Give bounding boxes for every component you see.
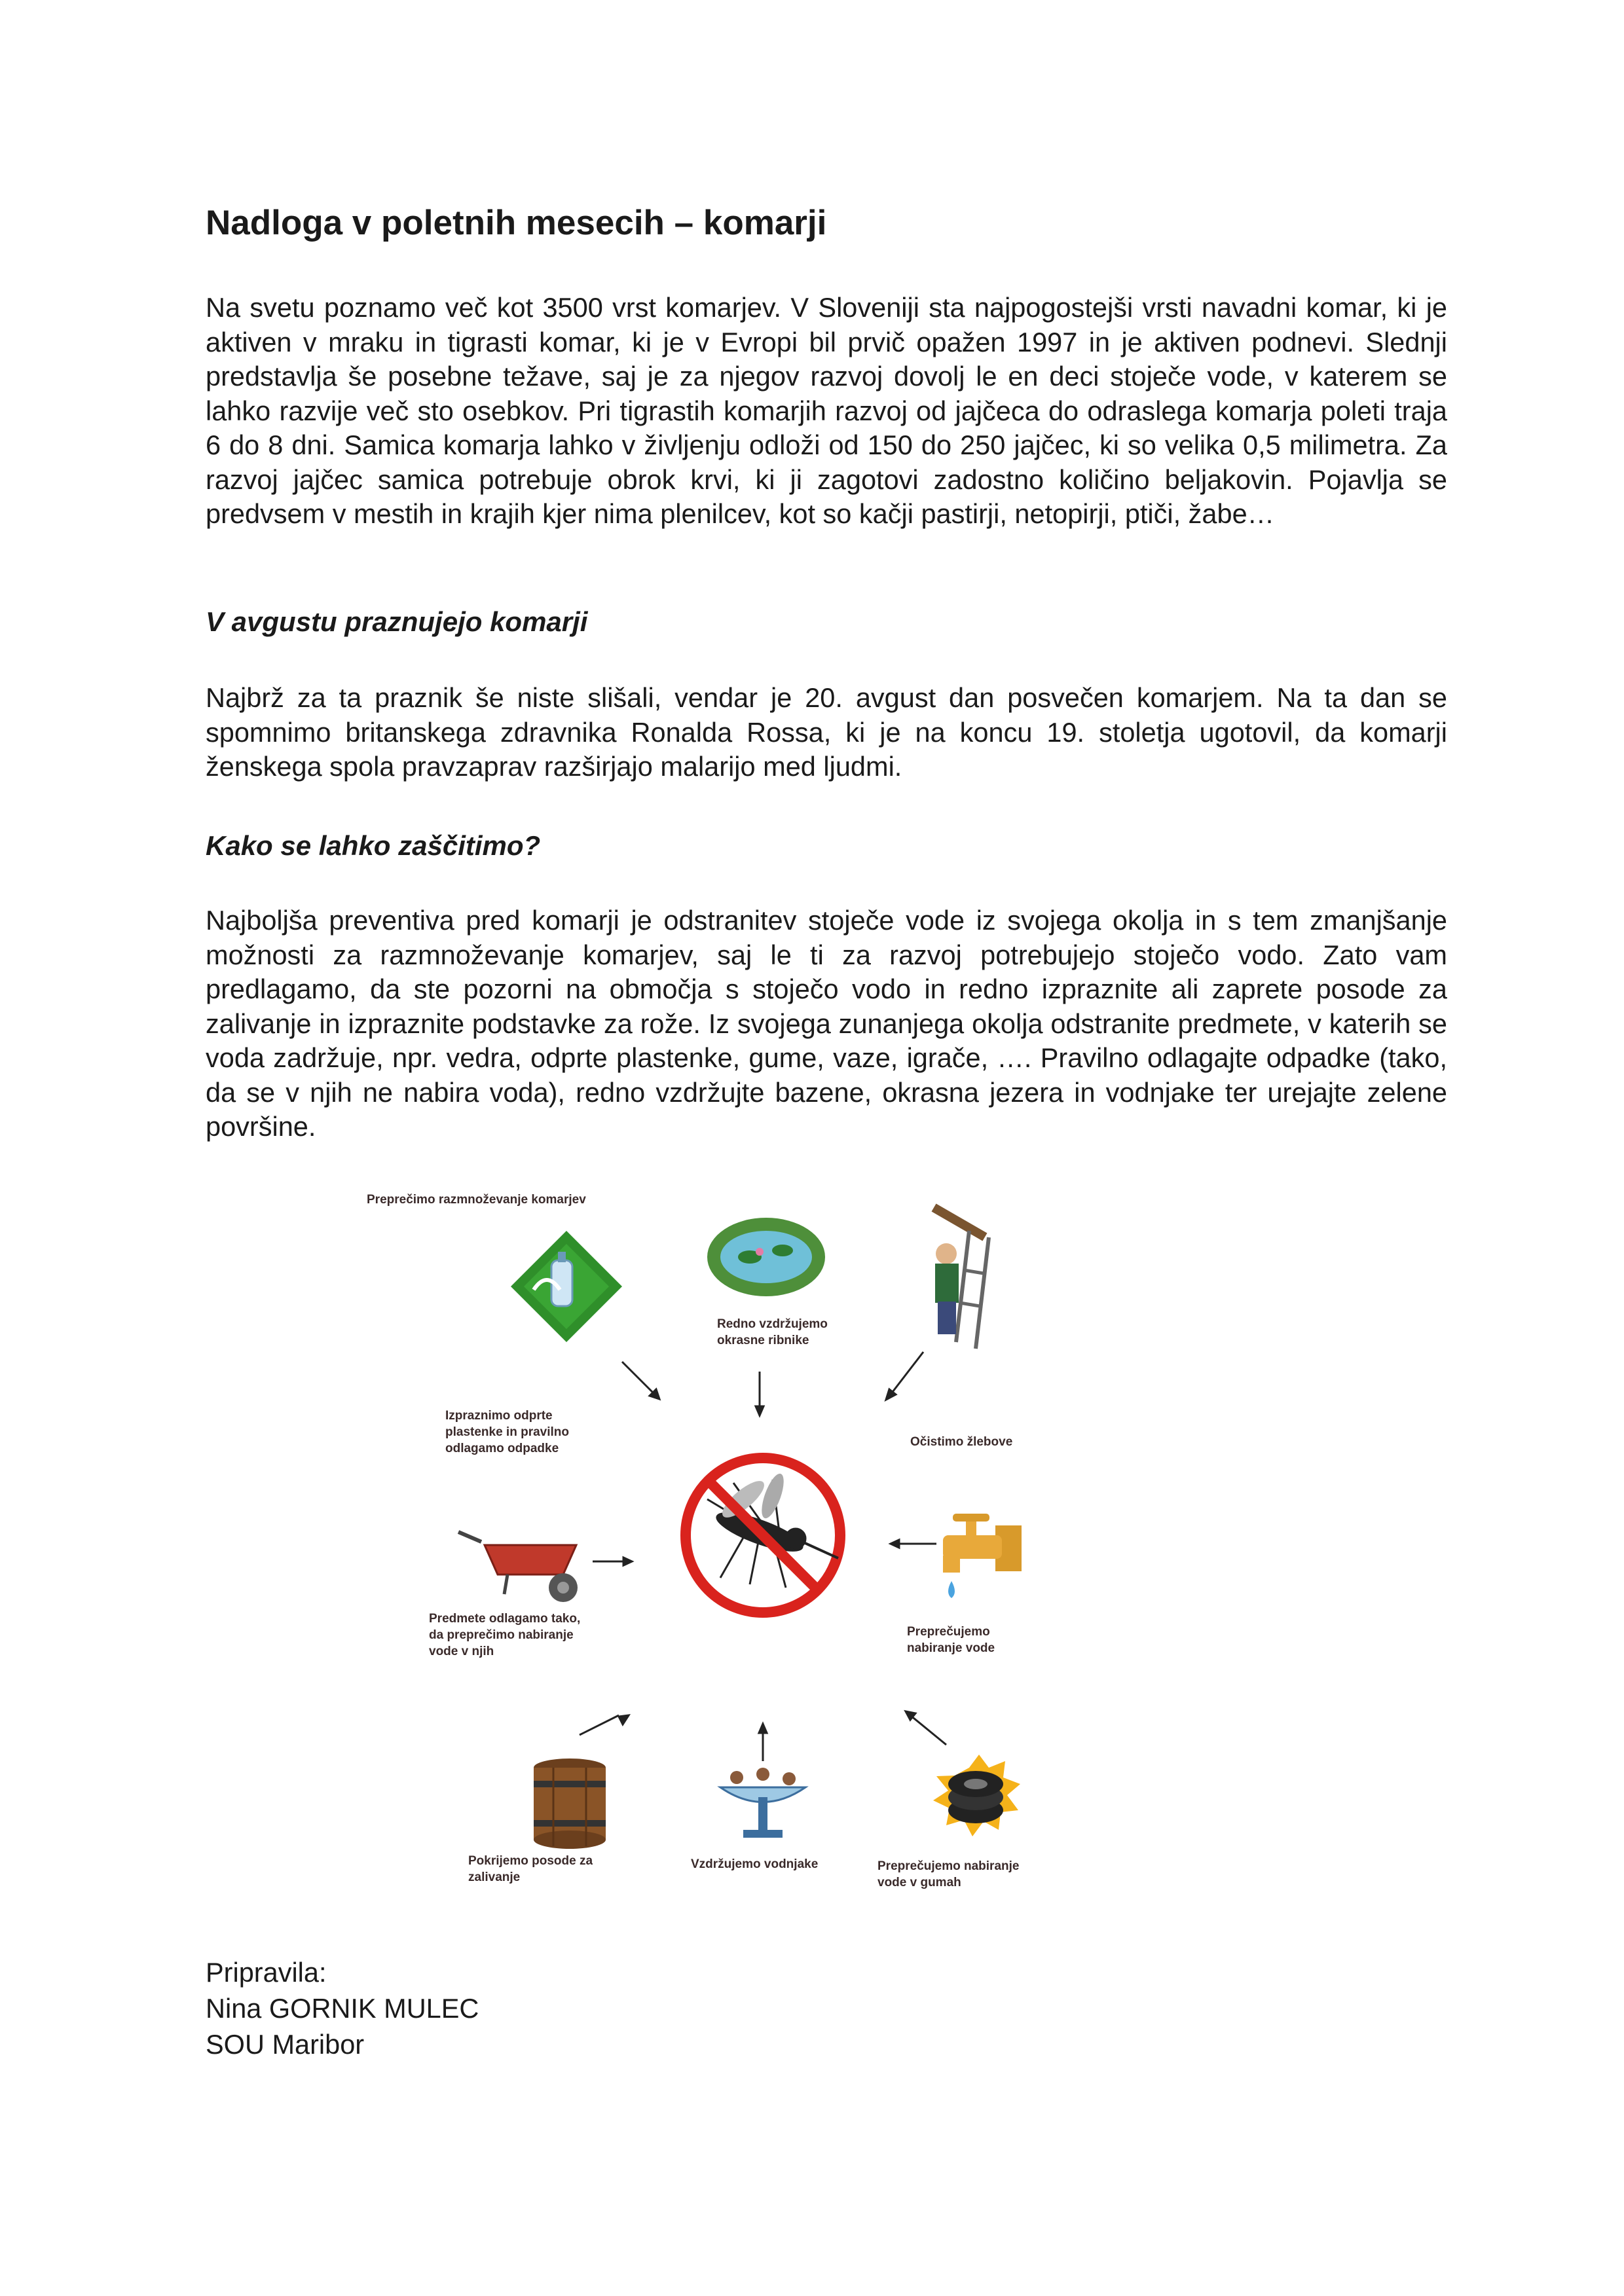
- signature-organization: SOU Maribor: [206, 2029, 365, 2060]
- section-heading-protection: Kako se lahko zaščitimo?: [206, 830, 541, 861]
- label-barrel: Pokrijemo posode za zalivanje: [468, 1854, 593, 1884]
- intro-paragraph: Na svetu poznamo več kot 3500 vrst komarjev. V Sloveniji sta najpogostejši vrsti navadni komar, ki je aktiven v mraku in tigrasti komar, ki je v Evropi bil prvič opažen 1997 in je aktiven podnevi. Slednji predstavlja še posebne težave, saj je za njegov razvoj dovolj le en deci stoječe vode, v katerem se lahko razvije več sto osebkov. Pri tigrastih komarjih razvoj od jajčeca do odraslega komarja poleti traja 6 do 8 dni. Samica komarja lahko v življenju odloži od 150 do 250 jajčec, ki so velika 0,5 milimetra. Za razvoj jajčec samica potrebuje obrok krvi, ki ji zagotovi zadostno količino beljakovin. Pojavlja se predvsem v mestih in krajih kjer nima plenilcev, kot so kačji pastirji, netopirji, ptiči, žabe…: [206, 292, 1447, 529]
- infographic-graphics: [367, 1192, 1087, 1899]
- section-heading-holiday: V avgustu praznujejo komarji: [206, 606, 588, 637]
- tyres-icon: [933, 1755, 1020, 1836]
- label-gutters: Očistimo žlebove: [910, 1435, 1013, 1449]
- label-pond: Redno vzdržujemo okrasne ribnike: [717, 1317, 828, 1347]
- gutter-worker-icon: [932, 1203, 989, 1349]
- arrow-bottles: [622, 1362, 655, 1394]
- water-tap-icon: [943, 1514, 1022, 1598]
- label-fountain: Vzdržujemo vodnjake: [691, 1857, 819, 1871]
- signature-author: Nina GORNIK MULEC: [206, 1993, 479, 2024]
- label-tap: Preprečujemo nabiranje vode: [907, 1625, 995, 1655]
- prevention-infographic: [367, 1192, 1087, 1899]
- arrow-tyres: [910, 1715, 946, 1745]
- label-tyres: Preprečujemo nabiranje vode v gumah: [877, 1859, 1020, 1889]
- label-wheelbarrow: Predmete odlagamo tako, da preprečimo nabiranje vode v njih: [429, 1612, 581, 1658]
- barrel-icon: [534, 1758, 606, 1849]
- infographic-title: Preprečimo razmnoževanje komarjev: [367, 1193, 586, 1207]
- recycling-bottles-icon: [511, 1231, 622, 1342]
- signature-prepared-by: Pripravila:: [206, 1957, 327, 1988]
- signature-block: [206, 1954, 479, 2062]
- page-title: Nadloga v poletnih mesecih – komarji: [206, 204, 827, 242]
- pond-icon: [707, 1218, 825, 1296]
- arrow-gutters: [891, 1352, 923, 1394]
- no-mosquito-icon: [686, 1458, 840, 1613]
- bird-bath-icon: [720, 1768, 805, 1838]
- protection-paragraph: Najboljša preventiva pred komarji je odstranitev stoječe vode iz svojega okolja in s tem zmanjšanje možnosti za razmnoževanje komarjev, saj le ti za razvoj potrebujejo stoječo vodo. Zato vam predlagamo, da ste pozorni na območja s stoječo vodo in redno izpraznite ali zaprete posode za zalivanje in izpraznite podstavke za rože. Iz svojega zunanjega okolja odstranite predmete, v katerih se voda zadržuje, npr. vedra, odprte plastenke, gume, vaze, igrače, …. Pravilno odlagajte odpadke (tako, da se v njih ne nabira voda), redno vzdržujte bazene, okrasna jezera in vodnjake ter urejajte zelene površine.: [206, 905, 1447, 1142]
- arrow-barrel: [580, 1715, 619, 1735]
- wheelbarrow-icon: [458, 1532, 578, 1602]
- holiday-paragraph: Najbrž za ta praznik še niste slišali, vendar je 20. avgust dan posvečen komarjem. Na ta dan se spomnimo britanskega zdravnika Ronalda Rossa, ki je na koncu 19. stoletja ugotovil, da komarji ženskega spola pravzaprav razširjajo malarijo med ljudmi.: [206, 682, 1447, 782]
- label-bottles: Izpraznimo odprte plastenke in pravilno odlagamo odpadke: [445, 1409, 569, 1455]
